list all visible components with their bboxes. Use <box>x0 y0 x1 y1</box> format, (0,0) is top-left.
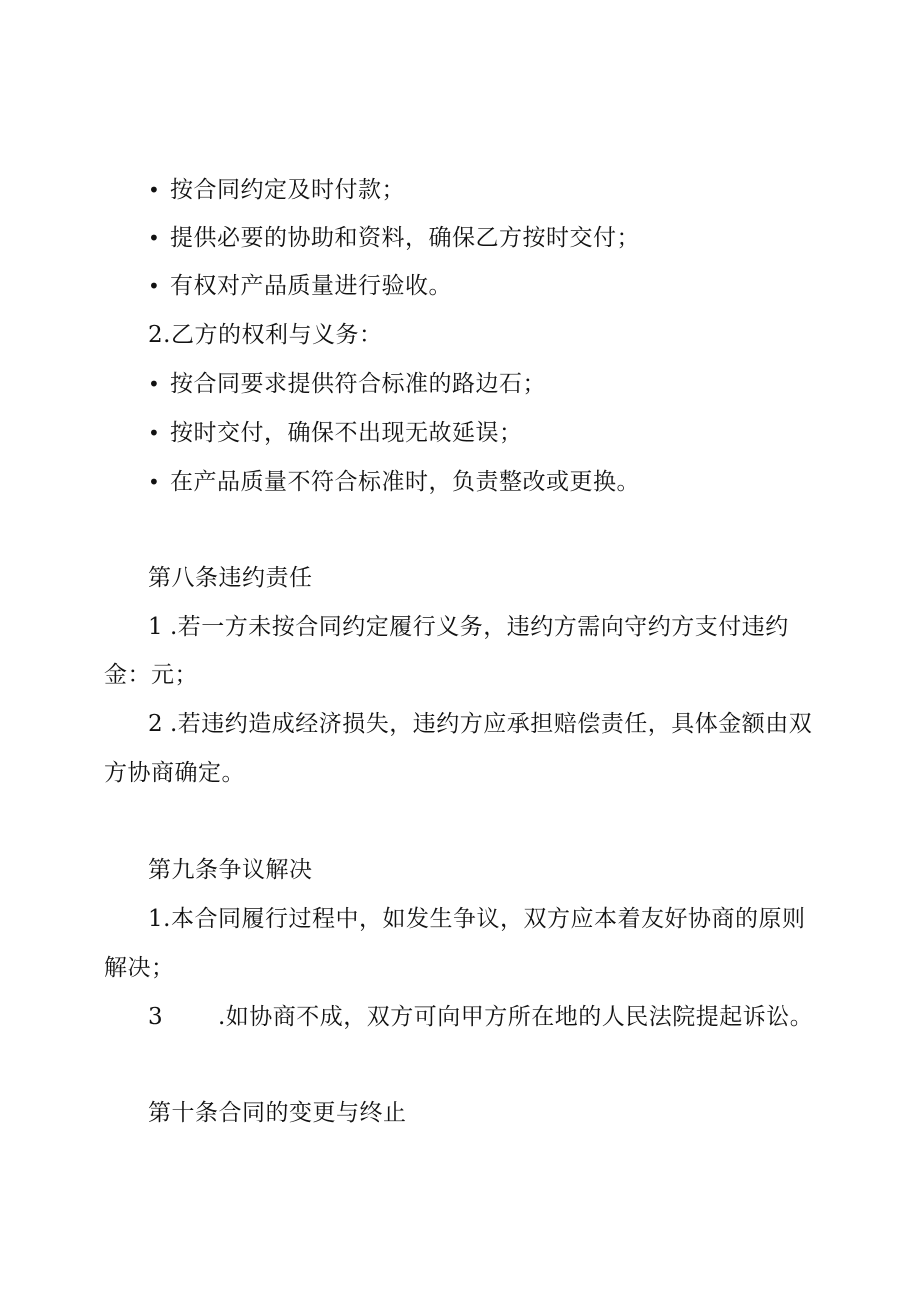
clause-text: .若违约造成经济损失，违约方应承担赔偿责任，具体金额由双 <box>170 711 813 737</box>
clause-text: .若一方未按合同约定履行义务，违约方需向守约方支付违约 <box>170 614 789 640</box>
article-8-clause-2 <box>148 709 812 739</box>
bullet-icon: • <box>148 470 161 494</box>
bullet-icon: • <box>148 421 161 445</box>
bullet-icon: • <box>148 372 161 396</box>
article-10-heading: 第十条合同的变更与终止 <box>148 1100 407 1126</box>
party-b-heading <box>148 320 382 350</box>
clause-number: 1. <box>148 906 171 932</box>
article-9-clause-1 <box>148 904 805 934</box>
list-item-text: 在产品质量不符合标准时，负责整改或更换。 <box>170 469 640 495</box>
list-item-text: 按合同要求提供符合标准的路边石； <box>170 371 546 397</box>
article-8-clause-2-continued: 方协商确定。 <box>104 760 245 786</box>
list-item <box>148 418 523 448</box>
bullet-icon: • <box>148 226 161 250</box>
bullet-icon: • <box>148 178 161 202</box>
party-b-title: 乙方的权利与义务： <box>170 322 383 348</box>
clause-number: 2 <box>148 711 164 737</box>
party-b-number: 2. <box>148 322 171 348</box>
list-item <box>148 175 405 205</box>
list-item-text: 有权对产品质量进行验收。 <box>170 273 452 299</box>
list-item-text: 按时交付，确保不出现无故延误； <box>170 420 523 446</box>
article-9-clause-1-continued: 解决； <box>104 955 175 981</box>
bullet-icon: • <box>148 274 161 298</box>
list-item <box>148 223 640 253</box>
list-item-text: 按合同约定及时付款； <box>170 177 405 203</box>
article-8-clause-1-continued: 金：元； <box>104 662 198 688</box>
clause-text: 本合同履行过程中，如发生争议，双方应本着友好协商的原则 <box>170 906 806 932</box>
clause-number: 1 <box>148 614 164 640</box>
list-item <box>148 271 452 301</box>
article-9-clause-2 <box>148 1002 813 1032</box>
list-item <box>148 467 640 497</box>
article-8-heading: 第八条违约责任 <box>148 565 313 591</box>
list-item-text: 提供必要的协助和资料，确保乙方按时交付； <box>170 225 640 251</box>
clause-text: .如协商不成，双方可向甲方所在地的人民法院提起诉讼。 <box>218 1004 814 1030</box>
clause-number: 3 <box>148 1004 164 1030</box>
article-9-heading: 第九条争议解决 <box>148 857 313 883</box>
article-8-clause-1 <box>148 612 789 642</box>
list-item <box>148 369 546 399</box>
